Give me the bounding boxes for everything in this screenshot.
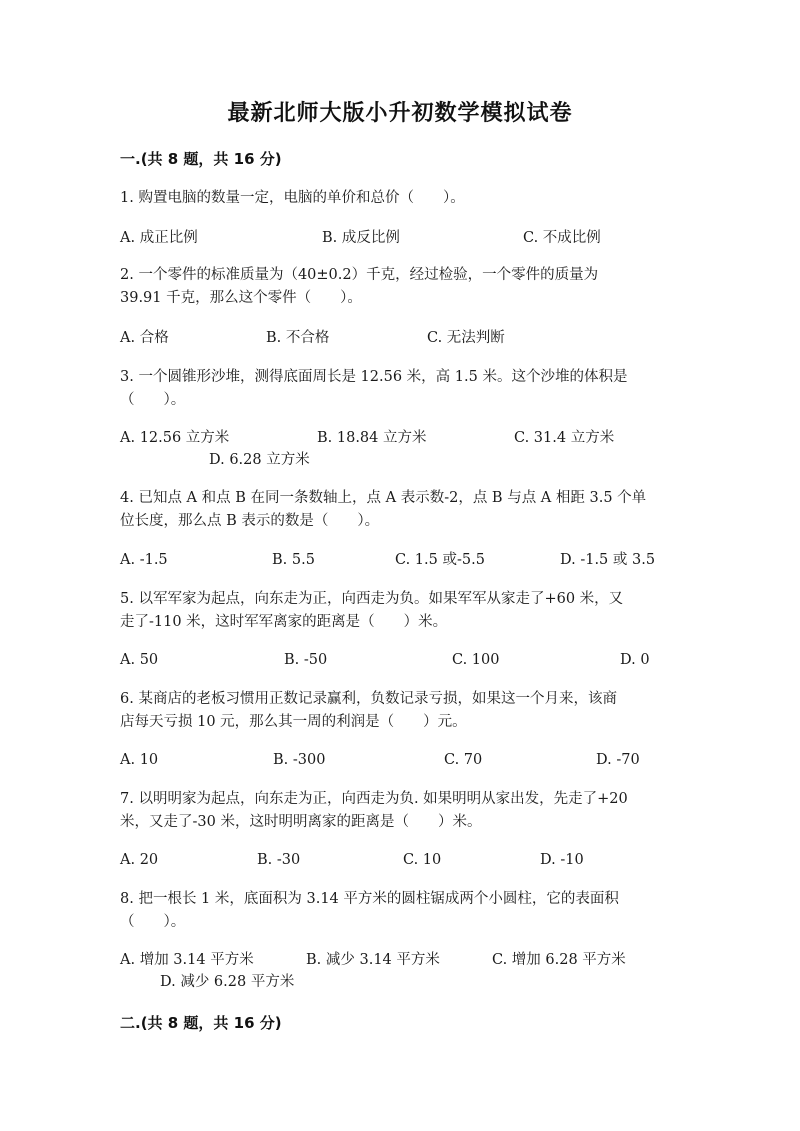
option-a: A. 成正比例	[120, 230, 198, 246]
option-a: A. 10	[120, 752, 159, 768]
option-b: B. -50	[284, 652, 328, 668]
option-c: C. 31.4 立方米	[514, 430, 615, 446]
option-b: B. 不合格	[266, 330, 330, 346]
question-text-line: 3. 一个圆锥形沙堆，测得底面周长是 12.56 米，高 1.5 米。这个沙堆的体积是	[120, 369, 628, 385]
question-4	[120, 487, 680, 533]
option-b: B. 5.5	[272, 552, 315, 568]
question-text-line: 6. 某商店的老板习惯用正数记录赢利，负数记录亏损，如果这一个月来，该商	[120, 691, 617, 707]
question-text-line: （ ）。	[120, 392, 186, 408]
question-2	[120, 264, 680, 310]
option-d: D. -70	[596, 752, 640, 768]
question-5	[120, 588, 680, 634]
question-text-line: 7. 以明明家为起点，向东走为正，向西走为负. 如果明明从家出发，先走了+20	[120, 791, 628, 807]
option-d: D. 6.28 立方米	[209, 452, 310, 468]
question-text-line: 5. 以军军家为起点，向东走为正，向西走为负。如果军军从家走了+60 米，又	[120, 591, 624, 607]
option-c: C. 1.5 或-5.5	[395, 552, 485, 568]
option-a: A. 合格	[120, 330, 169, 346]
question-text-line: 店每天亏损 10 元，那么其一周的利润是（ ）元。	[120, 714, 467, 730]
option-a: A. -1.5	[120, 552, 168, 568]
question-8	[120, 888, 680, 934]
option-d: D. 减少 6.28 平方米	[160, 974, 295, 990]
option-c: C. 无法判断	[427, 330, 505, 346]
option-b: B. -300	[273, 752, 326, 768]
option-c: C. 10	[403, 852, 442, 868]
question-text-line: 8. 把一根长 1 米，底面积为 3.14 平方米的圆柱锯成两个小圆柱，它的表面积	[120, 891, 619, 907]
question-text-line: （ ）。	[120, 914, 186, 930]
question-text-line: 1. 购置电脑的数量一定，电脑的单价和总价（ ）。	[120, 190, 465, 206]
option-c: C. 增加 6.28 平方米	[492, 952, 626, 968]
option-a: A. 50	[120, 652, 159, 668]
section-heading-2: 二.(共 8 题，共 16 分)	[120, 1014, 282, 1032]
option-d: D. -10	[540, 852, 584, 868]
option-a: A. 增加 3.14 平方米	[120, 952, 254, 968]
page-title: 最新北师大版小升初数学模拟试卷	[227, 101, 573, 126]
option-c: C. 70	[444, 752, 483, 768]
option-b: B. 成反比例	[322, 230, 400, 246]
question-6	[120, 688, 680, 734]
option-b: B. 18.84 立方米	[317, 430, 427, 446]
question-text-line: 39.91 千克，那么这个零件（ ）。	[120, 290, 362, 306]
option-b: B. 减少 3.14 平方米	[306, 952, 440, 968]
question-text-line: 位长度，那么点 B 表示的数是（ ）。	[120, 513, 380, 529]
question-3	[120, 366, 680, 412]
option-d: D. -1.5 或 3.5	[560, 552, 656, 568]
option-a: A. 12.56 立方米	[120, 430, 230, 446]
option-d: D. 0	[620, 652, 650, 668]
section-heading-1: 一.(共 8 题，共 16 分)	[120, 150, 282, 168]
option-a: A. 20	[120, 852, 159, 868]
question-text-line: 米，又走了-30 米，这时明明离家的距离是（ ）米。	[120, 814, 482, 830]
option-c: C. 100	[452, 652, 500, 668]
question-1	[120, 187, 680, 210]
question-text-line: 4. 已知点 A 和点 B 在同一条数轴上，点 A 表示数-2，点 B 与点 A 相距 3.5 个单	[120, 490, 647, 506]
option-b: B. -30	[257, 852, 301, 868]
question-text-line: 2. 一个零件的标准质量为（40±0.2）千克，经过检验，一个零件的质量为	[120, 267, 599, 283]
option-c: C. 不成比例	[523, 230, 601, 246]
question-7	[120, 788, 680, 834]
question-text-line: 走了-110 米，这时军军离家的距离是（ ）米。	[120, 614, 448, 630]
